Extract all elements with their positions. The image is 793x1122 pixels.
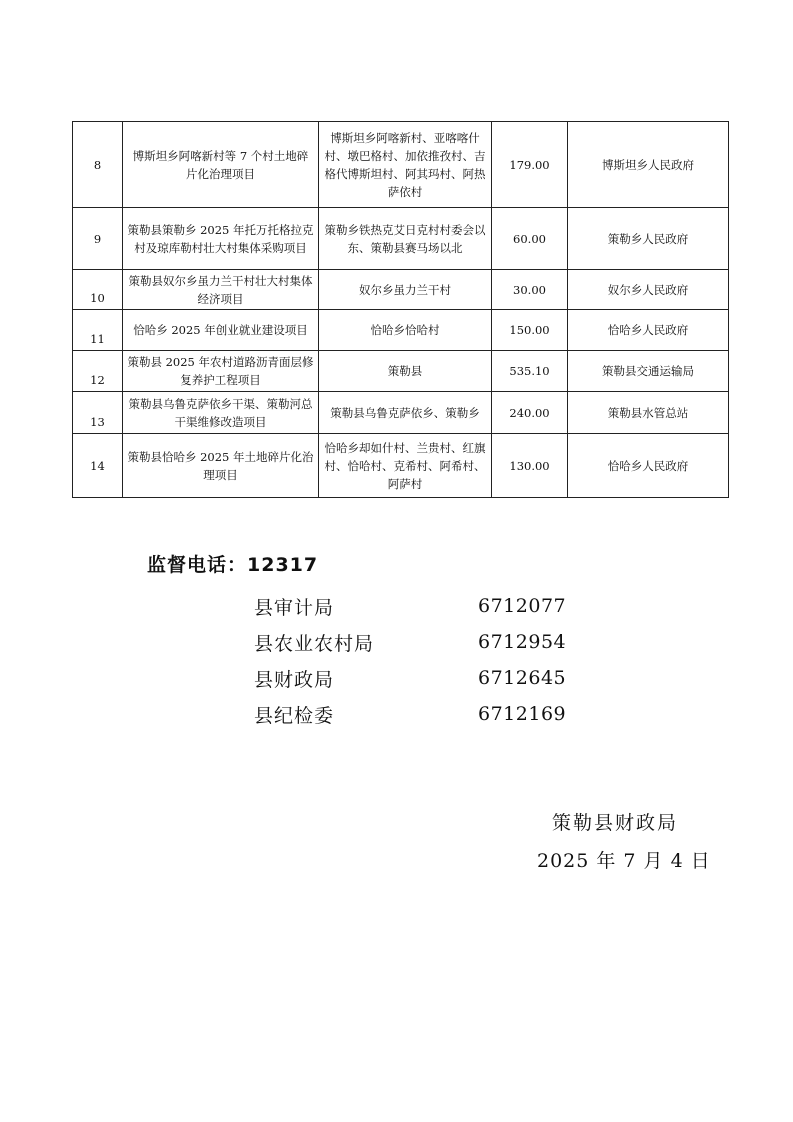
contact-name: 县纪检委 (254, 704, 335, 727)
project-location: 策勒县 (319, 351, 492, 392)
project-location: 策勒县乌鲁克萨依乡、策勒乡 (319, 392, 492, 434)
issuer-name: 策勒县财政局 (552, 812, 679, 834)
issue-date: 2025 年 7 月 4 日 (537, 850, 711, 872)
contact-row (254, 588, 566, 624)
project-location: 恰哈乡却如什村、兰贵村、红旗村、恰哈村、克希村、阿希村、阿萨村 (319, 434, 492, 498)
table-row (73, 270, 729, 310)
project-amount: 179.00 (492, 122, 568, 208)
row-number: 9 (73, 208, 123, 270)
contact-name: 县审计局 (254, 596, 335, 619)
contact-phone: 6712645 (478, 667, 567, 689)
contact-row (254, 624, 566, 660)
project-amount: 130.00 (492, 434, 568, 498)
table-row (73, 351, 729, 392)
responsible-unit: 奴尔乡人民政府 (568, 270, 729, 310)
row-number: 13 (73, 392, 123, 434)
project-name: 博斯坦乡阿喀新村等 7 个村土地碎片化治理项目 (123, 122, 319, 208)
project-name: 策勒县策勒乡 2025 年托万托格拉克村及琼库勒村壮大村集体采购项目 (123, 208, 319, 270)
table-row (73, 392, 729, 434)
contact-name: 县财政局 (254, 668, 335, 691)
project-name: 策勒县奴尔乡虽力兰干村壮大村集体经济项目 (123, 270, 319, 310)
project-location: 奴尔乡虽力兰干村 (319, 270, 492, 310)
row-number: 14 (73, 434, 123, 498)
table-row (73, 434, 729, 498)
contact-row (254, 660, 566, 696)
projects-table (72, 121, 729, 498)
project-name: 策勒县 2025 年农村道路沥青面层修复养护工程项目 (123, 351, 319, 392)
contact-phone: 6712954 (478, 631, 567, 653)
contact-phone: 6712169 (478, 703, 567, 725)
responsible-unit: 恰哈乡人民政府 (568, 434, 729, 498)
project-amount: 240.00 (492, 392, 568, 434)
responsible-unit: 策勒县交通运输局 (568, 351, 729, 392)
contact-name: 县农业农村局 (254, 632, 375, 655)
table-row (73, 208, 729, 270)
project-amount: 150.00 (492, 310, 568, 351)
responsible-unit: 策勒乡人民政府 (568, 208, 729, 270)
project-location: 策勒乡铁热克艾日克村村委会以东、策勒县赛马场以北 (319, 208, 492, 270)
row-number: 10 (73, 270, 123, 310)
responsible-unit: 策勒县水管总站 (568, 392, 729, 434)
table-row (73, 122, 729, 208)
row-number: 11 (73, 310, 123, 351)
project-amount: 60.00 (492, 208, 568, 270)
project-name: 策勒县乌鲁克萨依乡干渠、策勒河总干渠维修改造项目 (123, 392, 319, 434)
project-location: 恰哈乡恰哈村 (319, 310, 492, 351)
responsible-unit: 恰哈乡人民政府 (568, 310, 729, 351)
table-row (73, 310, 729, 351)
project-name: 策勒县恰哈乡 2025 年土地碎片化治理项目 (123, 434, 319, 498)
project-amount: 535.10 (492, 351, 568, 392)
contact-list (254, 588, 566, 732)
row-number: 8 (73, 122, 123, 208)
contact-phone: 6712077 (478, 595, 567, 617)
row-number: 12 (73, 351, 123, 392)
project-amount: 30.00 (492, 270, 568, 310)
project-name: 恰哈乡 2025 年创业就业建设项目 (123, 310, 319, 351)
responsible-unit: 博斯坦乡人民政府 (568, 122, 729, 208)
contact-row (254, 696, 566, 732)
hotline-title: 监督电话：12317 (147, 554, 319, 576)
project-location: 博斯坦乡阿喀新村、亚喀喀什村、墩巴格村、加依推孜村、吉格代博斯坦村、阿其玛村、阿热萨依村 (319, 122, 492, 208)
